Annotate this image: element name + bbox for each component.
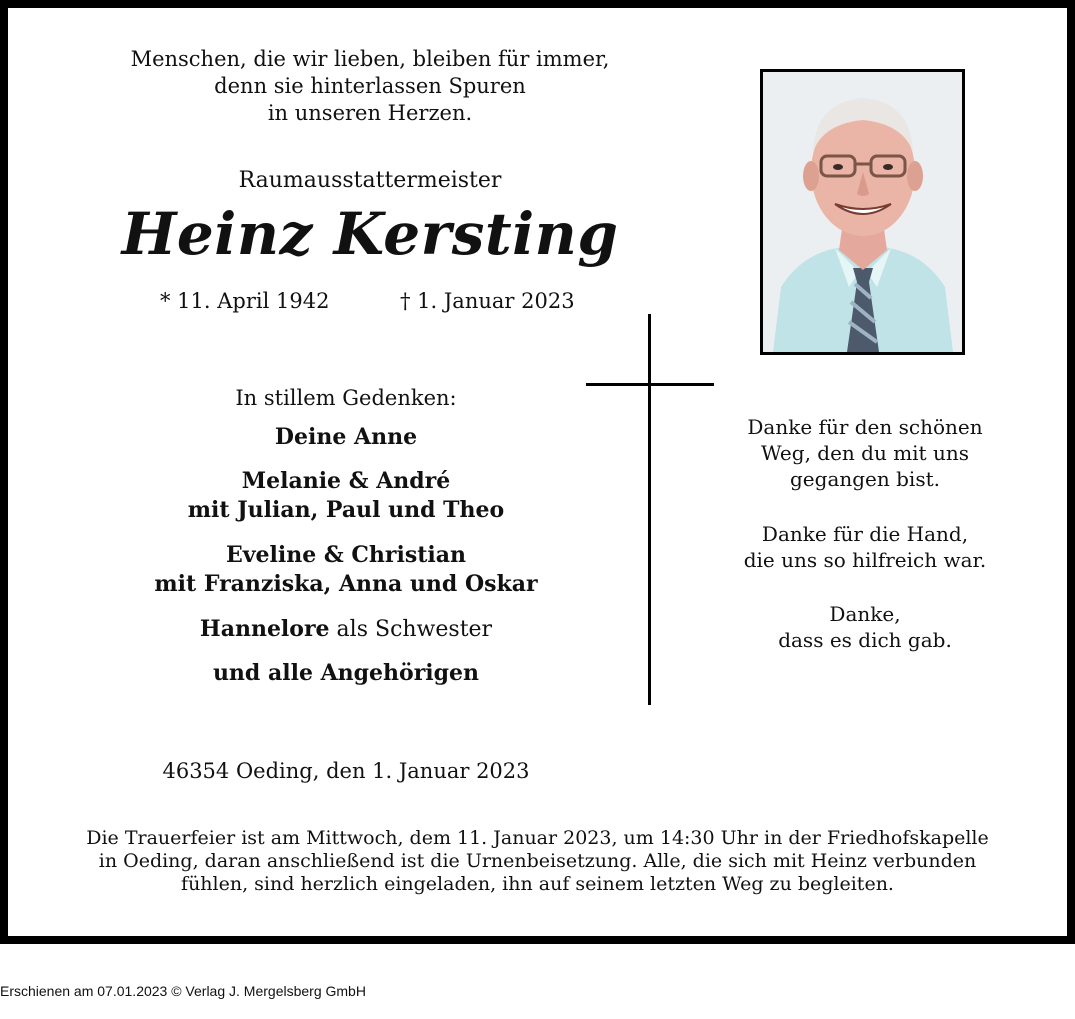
thanks-stanza	[710, 414, 1020, 492]
mourner-name: Eveline & Christian	[225, 542, 467, 568]
funeral-line: in Oeding, daran anschließend ist die Urnenbeisetzung. Alle, die sich mit Heinz verbunden	[98, 850, 977, 872]
cross-icon	[648, 314, 651, 705]
thanks-line: dass es dich gab.	[778, 628, 952, 652]
mourner-name: Melanie & André	[241, 468, 451, 494]
birth-date: * 11. April 1942	[160, 289, 330, 313]
mourner-children: mit Franziska, Anna und Oskar	[154, 571, 538, 597]
portrait-photo	[760, 69, 965, 355]
mourners-intro: In stillem Gedenken:	[235, 386, 457, 410]
thanks-stanza	[710, 601, 1020, 653]
mourner-relation: als Schwester	[329, 617, 493, 642]
profession: Raumausstattermeister	[238, 168, 502, 193]
funeral-line: Die Trauerfeier ist am Mittwoch, dem 11. Januar 2023, um 14:30 Uhr in der Friedhofskapelle	[86, 827, 989, 849]
publication-footer: Erschienen am 07.01.2023 © Verlag J. Mergelsberg GmbH	[0, 983, 366, 999]
thanks-stanza	[710, 521, 1020, 573]
mourner-others: und alle Angehörigen	[212, 660, 480, 686]
mourner-line	[100, 615, 592, 644]
death-date: † 1. Januar 2023	[400, 289, 575, 313]
thanks-line: gegangen bist.	[790, 467, 940, 491]
cross-icon-bar	[586, 383, 714, 386]
place-date: 46354 Oeding, den 1. Januar 2023	[162, 759, 530, 783]
portrait-illustration	[763, 72, 962, 352]
mourner-name: Hannelore	[199, 616, 330, 642]
memorial-verse	[100, 46, 640, 127]
mourner-line	[100, 423, 592, 452]
funeral-line: fühlen, sind herzlich eingeladen, ihn auf seinem letzten Weg zu begleiten.	[181, 873, 894, 895]
deceased-name: Heinz Kersting	[121, 200, 619, 268]
verse-line: denn sie hinterlassen Spuren	[214, 74, 526, 98]
thanks-line: Danke,	[829, 602, 901, 626]
verse-line: in unseren Herzen.	[267, 101, 473, 125]
mourner-name: Deine Anne	[274, 424, 418, 450]
mourner-line	[100, 659, 592, 688]
mourner-group	[100, 541, 592, 599]
mourner-group	[100, 467, 592, 525]
funeral-notice	[40, 827, 1035, 896]
thanks-line: Danke für den schönen	[747, 415, 983, 439]
thanks-line: Weg, den du mit uns	[761, 441, 969, 465]
mourner-children: mit Julian, Paul und Theo	[187, 497, 505, 523]
thanks-line: die uns so hilfreich war.	[743, 548, 987, 572]
thanks-line: Danke für die Hand,	[761, 522, 969, 546]
verse-line: Menschen, die wir lieben, bleiben für immer,	[130, 47, 610, 71]
